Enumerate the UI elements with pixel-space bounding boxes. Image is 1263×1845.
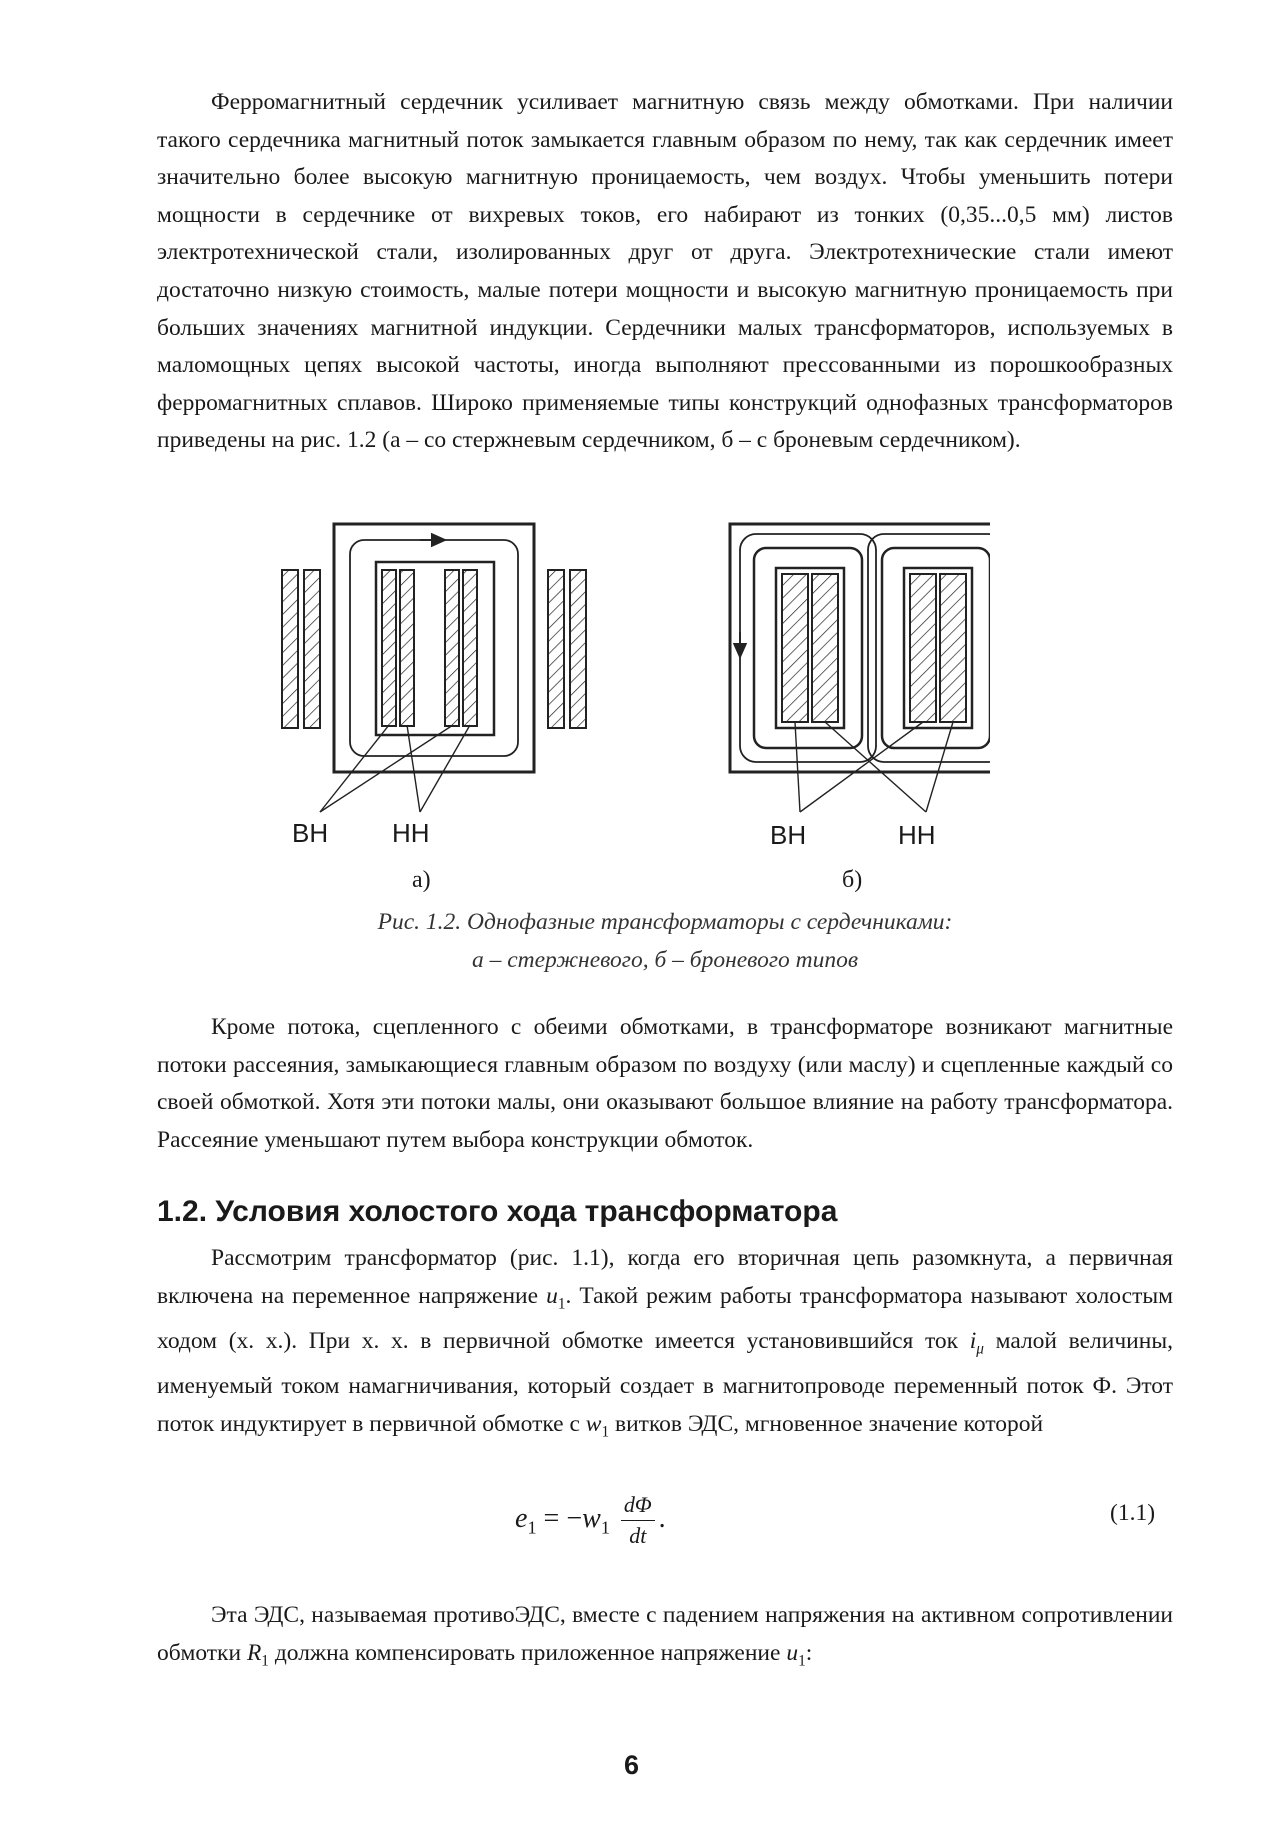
label-nn-a: НН [392, 818, 430, 848]
paragraph-no-load: Рассмотрим трансформатор (рис. 1.1), когда его вторичная цепь разомкнута, а первичная включена на переменное напряжение $u_1$. Такой режим работы трансформатора называют холостым ходом (х. х.). При х. х. в первичной обмотке имеется установившийся ток $i_\mu$ малой величины, именуемый током намагничивания, который создает в магнитопроводе переменный поток Ф. Этот поток индуктирует в первичной обмотке с $w_1$ витков ЭДС, мгновенное значение которой [157, 1245, 1173, 1441]
coil-win-1 [382, 570, 396, 726]
label-vn-b: ВН [770, 820, 807, 850]
paragraph-leakage-flux: Кроме потока, сцепленного с обеими обмотками, в трансформаторе возникают магнитные потоки рассеяния, замыкающиеся главным образом по воздуху (или маслу) и сцепленные каждый со своей обмоткой. Хотя эти потоки малы, они оказывают большое влияние на работу трансформатора. Рассеяние уменьшают путем выбора конструкции обмоток. [157, 1014, 1173, 1153]
shell-type-transformer [730, 524, 990, 892]
transformer-figure [270, 512, 990, 892]
paragraph-counter-emf: Эта ЭДС, называемая противоЭДС, вместе с падением напряжения на активном сопротивлении обмотки $R_1$ должна компенсировать приложенное напряжение $u_1$: [157, 1602, 1173, 1670]
shell-coil-1 [782, 574, 808, 722]
subfigure-b-label: б) [842, 867, 863, 892]
fraction-dphi-dt: $\frac{d\Phi}{dt}$ [621, 1492, 655, 1549]
shell-coil-4 [940, 574, 966, 722]
coil-win-3 [445, 570, 459, 726]
coil-win-4 [463, 570, 477, 726]
paragraph-core-description: Ферромагнитный сердечник усиливает магнитную связь между обмотками. При наличии такого сердечника магнитный поток замыкается главным образом по нему, так как сердечник имеет значительно более высокую магнитную проницаемость, чем воздух. Чтобы уменьшить потери мощности в сердечнике от вихревых токов, его набирают из тонких (0,35...0,5 мм) листов электротехнической стали, изолированных друг от друга. Электротехнические стали имеют достаточно низкую стоимость, малые потери мощности и высокую магнитную проницаемость при больших значениях магнитной индукции. Сердечники малых трансформаторов, используемых в маломощных цепях высокой частоты, иногда выполняют прессованными из порошкообразных ферромагнитных сплавов. Широко применяемые типы конструкций однофазных трансформаторов приведены на рис. 1.2 (а – со стержневым сердечником, б – с броневым сердечником). [157, 89, 1173, 454]
caption-line-1: Рис. 1.2. Однофазные трансформаторы с сердечниками: [377, 909, 953, 935]
coil-left-inner [304, 570, 320, 728]
section-heading: 1.2. Условия холостого хода трансформатора [157, 1195, 838, 1228]
coil-right-inner [548, 570, 564, 728]
equation-emf: $e_1 = -w_1$ $\frac{d\Phi}{dt}$ . [515, 1492, 666, 1548]
subfigure-a-label: а) [412, 867, 431, 892]
coil-left-outer [282, 570, 298, 728]
figure-caption [157, 903, 1173, 979]
label-nn-b: НН [898, 820, 936, 850]
equation-number: (1.1) [1110, 1500, 1156, 1526]
coil-right-outer [570, 570, 586, 728]
shell-coil-2 [812, 574, 838, 722]
page-number: 6 [623, 1750, 640, 1780]
shell-coil-3 [910, 574, 936, 722]
caption-line-2: а – стержневого, б – броневого типов [471, 947, 859, 973]
core-type-transformer [282, 524, 586, 892]
coil-win-2 [400, 570, 414, 726]
label-vn-a: ВН [292, 818, 329, 848]
